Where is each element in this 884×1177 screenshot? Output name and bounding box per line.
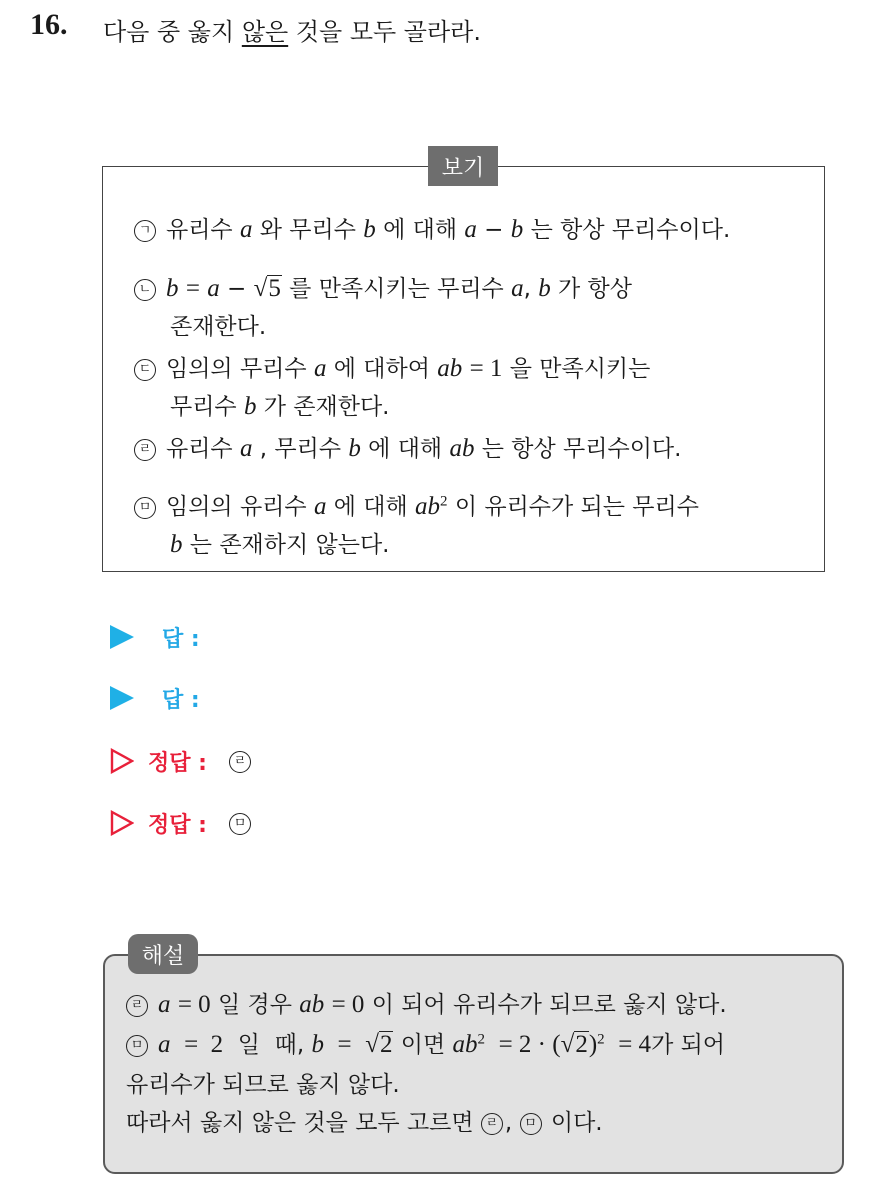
marker-mieum: ㅁ — [126, 1035, 148, 1057]
correct-answer-label: 정답 : — [148, 750, 207, 776]
correct-answer-row-2 — [110, 806, 251, 840]
bogi-item-2: ㄴ b = a − √5 를 만족시키는 무리수 a, b 가 항상 존재한다. — [134, 270, 632, 346]
explanation-line-4: 따라서 옳지 않은 것을 모두 고르면 ㄹ , ㅁ 이다. — [126, 1110, 603, 1136]
answer-label: 답 : — [162, 687, 200, 713]
outline-triangle-icon — [110, 748, 134, 774]
correct-answer-value: ㅁ — [229, 813, 251, 835]
correct-answer-value: ㄹ — [229, 751, 251, 773]
bogi-item-4: ㄹ 유리수 a , 무리수 b 에 대해 ab 는 항상 무리수이다. — [134, 430, 681, 468]
bogi-item-1: ㄱ 유리수 a 와 무리수 b 에 대해 a − b 는 항상 무리수이다. — [134, 211, 730, 249]
marker-rieul: ㄹ — [134, 439, 156, 461]
correct-answer-label: 정답 : — [148, 812, 207, 838]
play-triangle-icon — [110, 686, 134, 710]
question-text — [103, 12, 481, 47]
question-number: 16. — [30, 8, 68, 41]
marker-mieum: ㅁ — [520, 1113, 542, 1135]
bogi-item-3: ㄷ 임의의 무리수 a 에 대하여 ab = 1 을 만족시키는 무리수 b 가 존재한다. — [134, 350, 650, 426]
answer-label: 답 : — [162, 626, 200, 652]
marker-mieum: ㅁ — [134, 497, 156, 519]
marker-nieun: ㄴ — [134, 279, 156, 301]
explanation-line-3: 유리수가 되므로 옳지 않다. — [126, 1072, 400, 1098]
marker-rieul: ㄹ — [481, 1113, 503, 1135]
explanation-line-2: ㅁ a = 2 일 때, b = √2 이면 $ab^2 = 2 \cdot (√2)^2 = 4$가 되어 — [126, 1026, 725, 1064]
outline-triangle-icon — [110, 810, 134, 836]
answer-row-1 — [110, 620, 222, 654]
explanation-line-1: ㄹ a = 0 일 경우 ab = 0 이 되어 유리수가 되므로 옳지 않다. — [126, 986, 727, 1024]
bogi-item-5: ㅁ 임의의 유리수 a 에 대해 $ab^2$ 이 유리수가 되는 무리수 b 는 존재하지 않는다. — [134, 488, 699, 564]
marker-giyeok: ㄱ — [134, 220, 156, 242]
bogi-title: 보기 — [428, 146, 498, 186]
question-text-underlined: 않은 — [241, 18, 289, 46]
play-triangle-icon — [110, 625, 134, 649]
question-text-before: 다음 중 옳지 — [103, 18, 242, 46]
question-text-after: 것을 모두 골라라. — [288, 18, 481, 46]
marker-digeut: ㄷ — [134, 359, 156, 381]
explanation-title: 해설 — [128, 934, 198, 974]
answer-row-2 — [110, 681, 222, 715]
correct-answer-row-1 — [110, 744, 251, 778]
marker-rieul: ㄹ — [126, 995, 148, 1017]
